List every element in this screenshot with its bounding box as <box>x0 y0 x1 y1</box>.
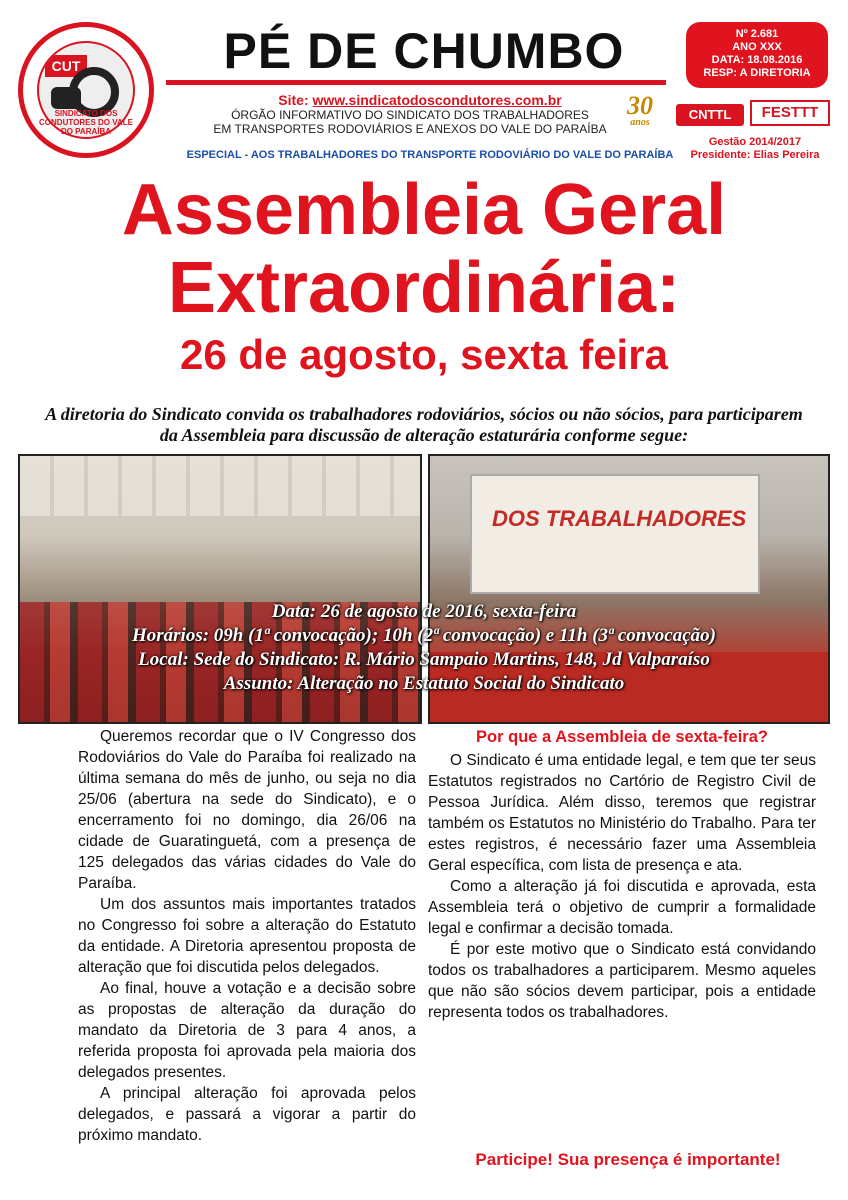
management-president: Presidente: Elias Pereira <box>690 149 820 161</box>
masthead-divider <box>166 80 666 85</box>
assembly-hours: Horários: 09h (1ª convocação); 10h (2ª convocação) e 11h (3ª convocação) <box>131 625 716 646</box>
right-column <box>428 726 816 1023</box>
issue-date: DATA: 18.08.2016 <box>711 54 803 66</box>
issue-responsible: RESP: A DIRETORIA <box>703 67 811 79</box>
right-paragraph-3: É por este motivo que o Sindicato está convidando todos os trabalhadores a participarem. Mesmo aqueles que não são sócios devem participar, pois a entidade representa todos os trabalhadores. <box>428 941 816 1021</box>
management-info <box>680 136 830 162</box>
site-label: Site: <box>278 92 313 108</box>
right-subhead: Por que a Assembleia de sexta-feira? <box>476 728 768 746</box>
issue-info-box <box>686 22 828 88</box>
left-paragraph-2: Um dos assuntos mais importantes tratados no Congresso foi sobre a alteração do Estatuto da entidade. A Diretoria apresentou proposta de alteração que foi discutida pelos delegados. <box>78 896 416 976</box>
anniversary-word: anos <box>630 117 650 128</box>
masthead-title: PÉ DE CHUMBO <box>223 23 625 79</box>
organ-description <box>200 108 620 136</box>
left-paragraph-1: Queremos recordar que o IV Congresso dos Rodoviários do Vale do Paraíba foi realizado na última semana do mês de junho, ou seja no dia 25/06 (abertura na sede do Sindicato), e o encerramento foi no domingo, dia 26/06 na cidade de Guaratinguetá, com a presença de 125 delegados das várias cidades do Vale do Paraíba. <box>78 728 416 892</box>
hand-icon <box>51 87 81 109</box>
issue-number: Nº 2.681 <box>735 28 779 40</box>
logo-text: SINDICATO DOS CONDUTORES DO VALE DO PARAÍBA <box>39 109 133 136</box>
right-paragraph-2: Como a alteração já foi discutida e aprovada, esta Assembleia terá o objetivo de cumprir a formalidade legal e confirmar a decisão tomada. <box>428 878 816 937</box>
photo-ceiling <box>20 456 420 516</box>
site-link[interactable]: www.sindicatodoscondutores.com.br <box>312 92 562 108</box>
headline-line-2: Extraordinária: <box>167 248 681 328</box>
left-paragraph-3: Ao final, houve a votação e a decisão sobre as propostas de alteração da duração do mandato da Diretoria de 3 para 4 anos, a referida proposta foi aprovada pela maioria dos delegados presentes. <box>78 980 416 1081</box>
assembly-date: Data: 26 de agosto de 2016, sexta-feira <box>271 601 577 622</box>
site-line <box>230 92 610 108</box>
right-paragraph-1: O Sindicato é uma entidade legal, e tem que ter seus Estatutos registrados no Cartório de Registro Civil de Pessoa Jurídica. Além disso, teremos que registrar também os Estatutos no Ministério do Trabalho. Para ter estes registros, é necessário fazer uma Assembleia Geral específica, com lista de presença e ata. <box>428 752 816 874</box>
cnttl-logo: CNTTL <box>676 104 744 126</box>
assembly-subject: Assunto: Alteração no Estatuto Social do Sindicato <box>223 673 625 694</box>
closing-call: Participe! Sua presença é importante! <box>475 1150 781 1169</box>
assembly-place: Local: Sede do Sindicato: R. Mário Sampaio Martins, 148, Jd Valparaíso <box>138 649 710 670</box>
assembly-photos <box>18 454 830 724</box>
festtt-logo: FESTTT <box>750 100 830 126</box>
left-column <box>78 726 416 1146</box>
cut-badge: CUT <box>45 55 87 77</box>
special-edition-line: ESPECIAL - AOS TRABALHADORES DO TRANSPORTE RODOVIÁRIO DO VALE DO PARAÍBA <box>186 149 674 161</box>
photo-banner-text: DOS TRABALHADORES <box>492 506 747 531</box>
issue-year: ANO XXX <box>732 41 782 53</box>
intro-paragraph: A diretoria do Sindicato convida os trabalhadores rodoviários, sócios ou não sócios, para participarem da Assembleia para discussão de alteração estaturária conforme segue: <box>45 404 803 445</box>
anniversary-number: 30 <box>627 91 653 120</box>
photo-banner <box>470 474 760 594</box>
headline-line-1: Assembleia Geral <box>121 170 727 250</box>
anniversary-badge <box>620 91 660 128</box>
union-logo <box>18 22 154 158</box>
headline-date: 26 de agosto, sexta feira <box>180 331 668 378</box>
left-paragraph-4: A principal alteração foi aprovada pelos delegados, e passará a vigorar a partir do próximo mandato. <box>78 1085 416 1144</box>
management-term: Gestão 2014/2017 <box>708 136 802 148</box>
assembly-details <box>18 600 830 696</box>
organ-line-1: ÓRGÃO INFORMATIVO DO SINDICATO DOS TRABALHADORES <box>231 108 589 122</box>
organ-line-2: EM TRANSPORTES RODOVIÁRIOS E ANEXOS DO VALE DO PARAÍBA <box>213 122 607 136</box>
